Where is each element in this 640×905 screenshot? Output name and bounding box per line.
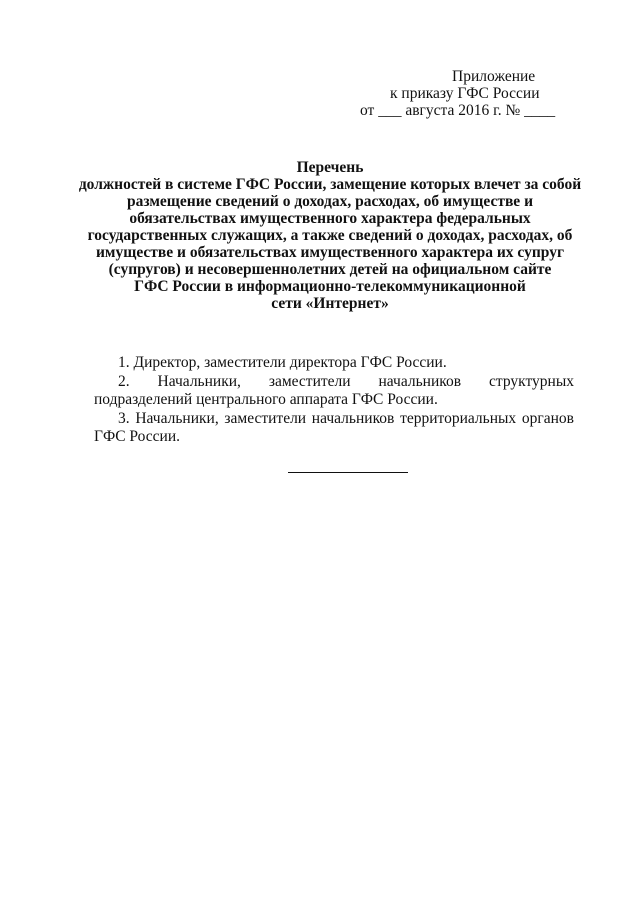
title-line: сети «Интернет» [271,295,389,312]
list-item: 2. Начальники, заместители начальников структурных подразделений центрального аппарата ГФС России. [94,372,574,408]
annex-order-date: от ___ августа 2016 г. № ____ [360,102,556,119]
annex-title: Приложение [452,68,536,85]
title-line: ГФС России в информационно-телекоммуникационной [134,278,526,295]
title-line: (супругов) и несовершеннолетних детей на официальном сайте [108,261,552,278]
document-title [60,159,600,312]
list-item: 3. Начальники, заместители начальников территориальных органов ГФС России. [94,409,574,445]
title-line: обязательствах имущественного характера федеральных [129,210,531,227]
annex-order-reference: к приказу ГФС России [390,85,540,102]
title-line: размещение сведений о доходах, расходах, об имуществе и [126,193,533,210]
annex-header [360,68,580,119]
title-line: должностей в системе ГФС России, замещение которых влечет за собой [78,176,582,193]
positions-list [94,354,574,447]
title-line: имуществе и обязательствах имущественного характера их супруг [96,244,564,261]
title-line: государственных служащих, а также сведений о доходах, расходах, об [87,227,573,244]
title-heading: Перечень [296,159,364,176]
closing-divider [288,472,408,473]
list-item: 1. Директор, заместители директора ГФС России. [118,354,447,371]
